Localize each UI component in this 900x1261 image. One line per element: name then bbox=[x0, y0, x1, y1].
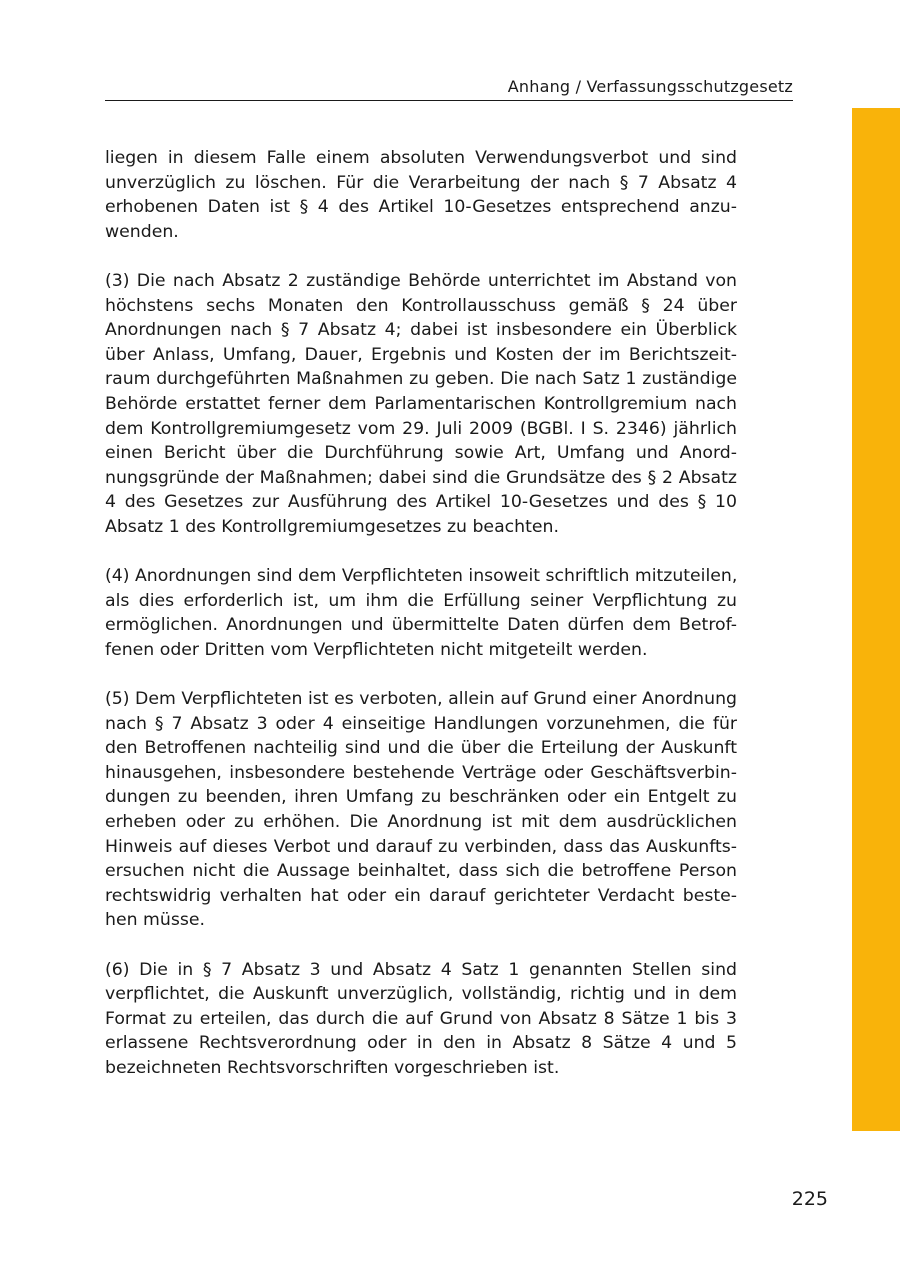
text-line: erhobenen Daten ist § 4 des Artikel 10-Gesetzes entsprechend anzu- bbox=[105, 197, 737, 218]
running-header-title: Anhang / Verfassungsschutzgesetz bbox=[507, 77, 793, 96]
text-line: ersuchen nicht die Aussage beinhaltet, dass sich die betroffene Person bbox=[105, 861, 737, 882]
text-line: Absatz 1 des Kontrollgremiumgesetzes zu beachten. bbox=[105, 516, 559, 537]
paragraph bbox=[105, 146, 737, 244]
text-line: erheben oder zu erhöhen. Die Anordnung ist mit dem ausdrücklichen bbox=[105, 812, 737, 833]
header-rule bbox=[105, 100, 793, 101]
text-line: liegen in diesem Falle einem absoluten Verwendungsverbot und sind bbox=[105, 148, 737, 168]
paragraph-5 bbox=[105, 687, 737, 933]
chapter-thumb-tab bbox=[852, 108, 900, 1131]
text-line: 4 des Gesetzes zur Ausführung des Artikel 10-Gesetzes und des § 10 bbox=[105, 492, 737, 513]
page-number: 225 bbox=[791, 1188, 828, 1210]
text-line: hen müsse. bbox=[105, 910, 205, 931]
text-line: nach § 7 Absatz 3 oder 4 einseitige Handlungen vorzunehmen, die für bbox=[105, 713, 737, 734]
paragraph-6 bbox=[105, 958, 737, 1081]
text-line: dungen zu beenden, ihren Umfang zu beschränken oder ein Entgelt zu bbox=[105, 787, 737, 808]
text-line: (4) Anordnungen sind dem Verpflichteten insoweit schriftlich mitzuteilen, bbox=[105, 566, 738, 587]
text-line: unverzüglich zu löschen. Für die Verarbeitung der nach § 7 Absatz 4 bbox=[105, 172, 737, 193]
text-line: Format zu erteilen, das durch die auf Grund von Absatz 8 Sätze 1 bis 3 bbox=[105, 1008, 737, 1029]
text-line: (5) Dem Verpflichteten ist es verboten, allein auf Grund einer Anordnung bbox=[105, 689, 737, 710]
text-line: einen Bericht über die Durchführung sowie Art, Umfang und Anord- bbox=[105, 443, 737, 464]
text-line: den Betroffenen nachteilig sind und die über die Erteilung der Auskunft bbox=[105, 738, 737, 759]
text-line: Hinweis auf dieses Verbot und darauf zu verbinden, dass das Auskunfts- bbox=[105, 836, 737, 857]
text-line: bezeichneten Rechtsvorschriften vorgeschrieben ist. bbox=[105, 1057, 560, 1078]
text-line: erlassene Rechtsverordnung oder in den in Absatz 8 Sätze 4 und 5 bbox=[105, 1033, 737, 1054]
text-line: verpflichtet, die Auskunft unverzüglich, vollständig, richtig und in dem bbox=[105, 984, 737, 1005]
text-line: höchstens sechs Monaten den Kontrollausschuss gemäß § 24 über bbox=[105, 295, 737, 316]
text-line: ermöglichen. Anordnungen und übermittelte Daten dürfen dem Betrof- bbox=[105, 615, 737, 636]
body-text bbox=[105, 146, 737, 1105]
text-line: raum durchgeführten Maßnahmen zu geben. Die nach Satz 1 zuständige bbox=[105, 369, 737, 390]
text-line: wenden. bbox=[105, 221, 179, 242]
text-line: rechtswidrig verhalten hat oder ein darauf gerichteter Verdacht beste- bbox=[105, 885, 737, 906]
text-line: (6) Die in § 7 Absatz 3 und Absatz 4 Satz 1 genannten Stellen sind bbox=[105, 959, 737, 980]
text-line: nungsgründe der Maßnahmen; dabei sind die Grundsätze des § 2 Absatz bbox=[105, 467, 737, 488]
text-line: Anordnungen nach § 7 Absatz 4; dabei ist insbesondere ein Überblick bbox=[105, 320, 737, 341]
text-line: fenen oder Dritten vom Verpflichteten nicht mitgeteilt werden. bbox=[105, 639, 648, 660]
text-line: (3) Die nach Absatz 2 zuständige Behörde unterrichtet im Abstand von bbox=[105, 270, 737, 291]
text-line: dem Kontrollgremiumgesetz vom 29. Juli 2009 (BGBl. I S. 2346) jährlich bbox=[105, 418, 737, 439]
text-line: hinausgehen, insbesondere bestehende Verträge oder Geschäftsverbin- bbox=[105, 762, 737, 783]
paragraph-3 bbox=[105, 269, 737, 540]
text-line: Behörde erstattet ferner dem Parlamentarischen Kontrollgremium nach bbox=[105, 393, 737, 414]
paragraph-4 bbox=[105, 564, 737, 662]
text-line: als dies erforderlich ist, um ihm die Erfüllung seiner Verpflichtung zu bbox=[105, 590, 737, 611]
text-line: über Anlass, Umfang, Dauer, Ergebnis und Kosten der im Berichtszeit- bbox=[105, 344, 737, 365]
